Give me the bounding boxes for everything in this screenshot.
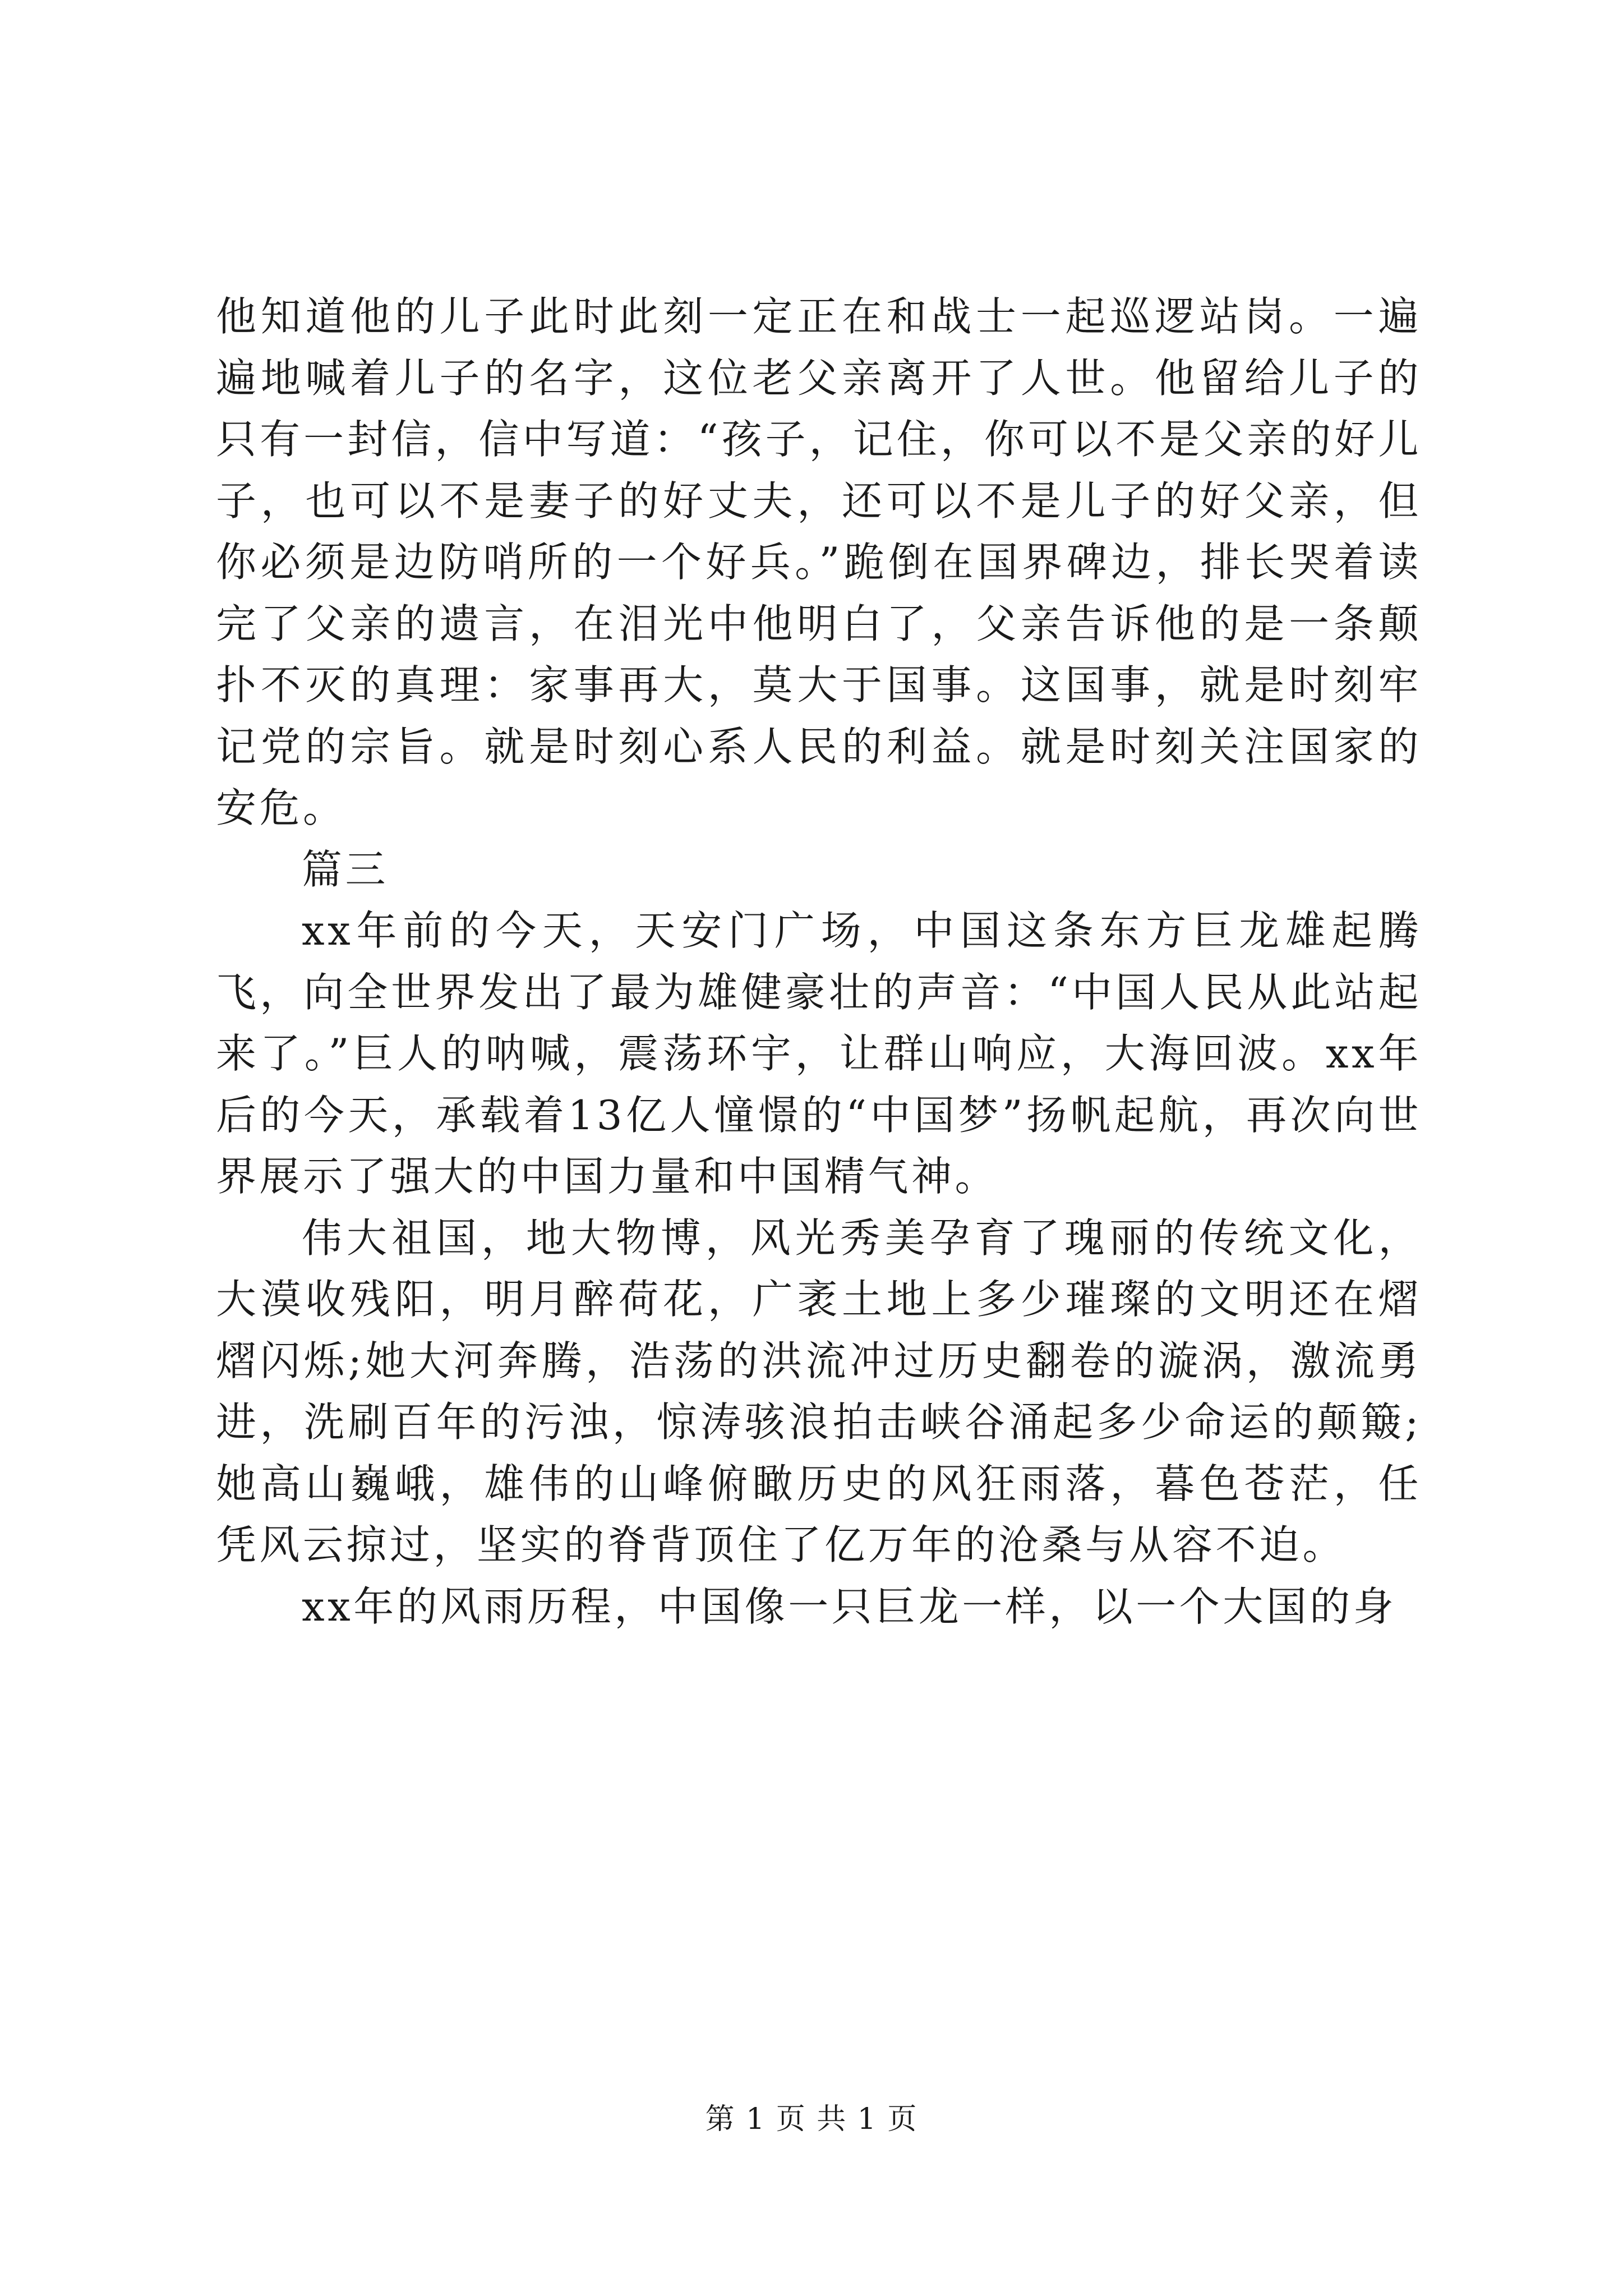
paragraph-4: xx年的风雨历程，中国像一只巨龙一样，以一个大国的身 <box>302 1582 1397 1630</box>
paragraph-1: 他知道他的儿子此时此刻一定正在和战士一起巡逻站岗。一遍遍地喊着儿子的名字，这位老父亲离开了人世。他留给儿子的只有一封信，信中写道：“孩子，记住，你可以不是父亲的好儿子，也可以不是妻子的好丈夫，还可以不是儿子的好父亲，但你必须是边防哨所的一个好兵。”跪倒在国界碑边，排长哭着读完了父亲的遗言，在泪光中他明白了，父亲告诉他的是一条颠扑不灭的真理：家事再大，莫大于国事。这国事，就是时刻牢记党的宗旨。就是时刻心系人民的利益。就是时刻关注国家的安危。 <box>216 293 1422 831</box>
document-body <box>216 286 1422 1637</box>
paragraph-2: xx年前的今天，天安门广场，中国这条东方巨龙雄起腾飞，向全世界发出了最为雄健豪壮的声音：“中国人民从此站起来了。”巨人的呐喊，震荡环宇，让群山响应，大海回波。xx年后的今天，承载着13亿人憧憬的“中国梦”扬帆起航，再次向世界展示了强大的中国力量和中国精气神。 <box>216 907 1422 1200</box>
page-footer: 第 1 页 共 1 页 <box>705 2102 918 2136</box>
paragraph-3: 伟大祖国，地大物博，风光秀美孕育了瑰丽的传统文化，大漠收残阳，明月醉荷花，广袤土地上多少璀璨的文明还在熠熠闪烁;她大河奔腾，浩荡的洪流冲过历史翻卷的漩涡，激流勇进，洗刷百年的污浊，惊涛骇浪拍击峡谷涌起多少命运的颠簸;她高山巍峨，雄伟的山峰俯瞰历史的风狂雨落，暮色苍茫，任凭风云掠过，坚实的脊背顶住了亿万年的沧桑与从容不迫。 <box>216 1214 1422 1568</box>
section-heading: 篇三 <box>302 845 389 893</box>
